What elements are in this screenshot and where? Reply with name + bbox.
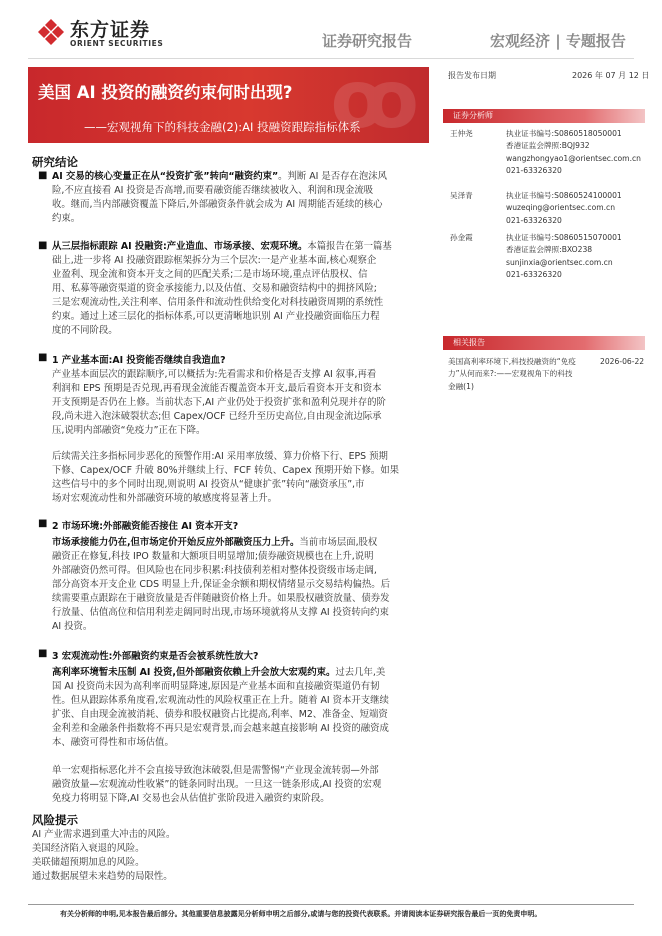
header-divider bbox=[28, 58, 634, 59]
risk-item: AI 产业需求遇到重大冲击的风险。 bbox=[32, 829, 176, 840]
analyst-details: 执业证书编号:S0860515070001 香港证监会牌照:BXO238 sunjinxia@orientsec.com.cn 021-63326320 bbox=[506, 233, 622, 280]
report-subtitle: ——宏观视角下的科技金融(2):AI 投融资跟踪指标体系 bbox=[84, 120, 361, 134]
section-heading-risk: 风险提示 bbox=[32, 813, 78, 827]
report-type: 宏观经济 | 专题报告 bbox=[490, 32, 626, 50]
brand-name-english: ORIENT SECURITIES bbox=[70, 39, 164, 48]
bullet-icon: ■ bbox=[38, 170, 48, 181]
analyst-details: 执业证书编号:S0860524100001 wuzeqing@orientsec.com.cn 021-63326320 bbox=[506, 191, 622, 225]
analysts-header bbox=[443, 109, 645, 123]
subsection-heading-3: 3 宏观流动性:外部融资约束是否会被系统性放大? bbox=[52, 651, 259, 662]
analyst-email-link[interactable]: wangzhongyao1@orientsec.com.cn bbox=[506, 153, 641, 163]
paragraph-2: 从三层指标跟踪 AI 投融资:产业造血、市场承接、宏观环境。本篇报告在第一篇基 bbox=[52, 241, 392, 252]
analyst-email-link[interactable]: sunjinxia@orientsec.com.cn bbox=[506, 257, 613, 267]
company-logo-icon bbox=[38, 19, 64, 45]
subsection-3-paragraph-2: 单一宏观指标恶化并不会直接导致泡沫破裂,但是需警惕“产业现金流转弱—外部 融资放量—宏观流动性收紧”的链条同时出现。一旦这一链条形成,AI 投资的宏观 免疫力将明显下降,AI 交易也会从估值扩张阶段进入融资约束阶段。 bbox=[52, 765, 382, 805]
subsection-3-lead: 高利率环境暂未压制 AI 投资,但外部融资依赖上升会放大宏观约束。过去几年,美 bbox=[52, 667, 386, 678]
disclaimer-footer: 有关分析师的申明,见本报告最后部分。其他重要信息披露见分析师申明之后部分,或请与您的投资代表联系。并请阅读本证券研究报告最后一页的免责申明。 bbox=[60, 910, 542, 918]
subsection-2-body: 融资正在修复,科技 IPO 数量和大额项目明显增加;债券融资规模也在上升,说明 外部融资仍然可得。但风险也在同步积累:科技债利差相对整体投资级市场走阔, 部分高资本开支企业 CDS 明显上升,保证金余额和期权情绪显示交易结构偏热。后 续需要重点跟踪在于融资放量是否伴随融资价格上升。如果股权融资放量、债券发 行放量、估值高位和信用利差走阔同时出现,市场环境就将从支撑 AI 投资转向约束 AI 投资。 bbox=[52, 551, 391, 633]
section-heading-conclusion: 研究结论 bbox=[32, 155, 78, 169]
bullet-icon: ■ bbox=[38, 648, 48, 659]
related-report-date: 2026-06-22 bbox=[600, 357, 645, 366]
risk-item: 通过数据展望未来趋势的局限性。 bbox=[32, 871, 173, 882]
analyst-name: 孙金霞 bbox=[450, 233, 473, 242]
paragraph-2-lead: 从三层指标跟踪 AI 投融资:产业造血、市场承接、宏观环境。 bbox=[52, 241, 308, 252]
subsection-heading-1: 1 产业基本面:AI 投资能否继续自我造血? bbox=[52, 355, 226, 366]
brand-name: 东方证券 bbox=[70, 19, 151, 41]
bullet-icon: ■ bbox=[38, 352, 48, 363]
paragraph-2-body: 础上,进一步将 AI 投融资跟踪框架拆分为三个层次:一是产业基本面,核心观察企 业盈利、现金流和资本开支之间的匹配关系;二是市场环境,重点评估股权、信 用、私募等融资渠道的资金承接能力,以及估值、交易和融资结构中的拥挤风险; 三是宏观流动性,关注利率、信用条件和流动性供给变化对科技融资周期的系统性 约束。通过上述三层化的指标体系,可以更清晰地识别 AI 产业投融资面临压力程 度的不同阶段。 bbox=[52, 255, 384, 337]
related-report-link[interactable]: 美国高利率环境下,科技投融资的“免疫 力”从何而来?:——宏观视角下的科技 金融(1) bbox=[448, 357, 576, 391]
subsection-1-paragraph-1: 产业基本面层次的跟踪顺序,可以概括为:先看需求和价格是否支撑 AI 叙事,再看 利润和 EPS 预期是否兑现,再看现金流能否覆盖资本开支,最后看资本开支和资本 开支预期是否仍在上修。当前状态下,AI 产业仍处于投资扩张和盈利兑现并存的阶 段,尚未进入泡沫破裂状态;但 Capex/OCF 已经升至历史高位,自由现金流边际承 压,说明内部融资“免疫力”正在下降。 bbox=[52, 369, 386, 437]
analyst-name: 吴泽青 bbox=[450, 191, 473, 200]
banner-watermark-icon: ꝏ bbox=[330, 67, 419, 143]
risk-item: 美联储超预期加息的风险。 bbox=[32, 857, 145, 868]
paragraph-1: AI 交易的核心变量正在从“投资扩张”转向“融资约束”。判断 AI 是否存在泡沫风 bbox=[52, 171, 388, 182]
report-category: 证券研究报告 bbox=[322, 32, 413, 50]
subsection-2-lead: 市场承接能力仍在,但市场定价开始反应外部融资压力上升。当前市场层面,股权 bbox=[52, 537, 378, 548]
footer-divider bbox=[28, 904, 634, 905]
subsection-3-body: 国 AI 投资尚未因为高利率而明显降速,原因是产业基本面和直接融资渠道仍有韧 性。但从跟踪体系角度看,宏观流动性的风险权重正在上升。随着 AI 资本开支继续 扩张、自由现金流被消耗、债券和股权融资占比提高,利率、M2、准备金、短端资 金利差和金融条件指数将不再只是宏观背景,而会越来越直接影响 AI 投资的融资成 本、融资可得性和市场估值。 bbox=[52, 681, 389, 749]
related-reports-header bbox=[443, 336, 645, 350]
paragraph-1-lead: AI 交易的核心变量正在从“投资扩张”转向“融资约束” bbox=[52, 171, 279, 182]
analysts-title: 证券分析师 bbox=[453, 111, 493, 120]
risk-item: 美国经济陷入衰退的风险。 bbox=[32, 843, 145, 854]
subsection-heading-2: 2 市场环境:外部融资能否接住 AI 资本开支? bbox=[52, 521, 239, 532]
bullet-icon: ■ bbox=[38, 240, 48, 251]
analyst-details: 执业证书编号:S0860518050001 香港证监会牌照:BQJ932 wangzhongyao1@orientsec.com.cn 021-63326320 bbox=[506, 129, 641, 176]
subsection-1-paragraph-2: 后续需关注多指标同步恶化的预警作用:AI 采用率放缓、算力价格下行、EPS 预期 下修、Capex/OCF 升破 80%并继续上行、FCF 转负、Capex 预期开始下修。如果 这些信号中的多个同时出现,则说明 AI 投资从“健康扩张”转向“融资承压”,市 场对宏观流动性和外部融资环境的敏感度将显著上升。 bbox=[52, 451, 399, 505]
risk-list bbox=[32, 828, 175, 884]
publish-date-label: 报告发布日期 bbox=[448, 71, 496, 80]
bullet-icon: ■ bbox=[38, 518, 48, 529]
related-reports-title: 相关报告 bbox=[453, 338, 485, 347]
paragraph-1-body: 险,不应直接看 AI 投资是否高增,而要看融资能否继续被收入、利润和现金流吸 收。继而,当内部融资覆盖下降后,外部融资条件就会成为 AI 周期能否延续的核心 约束。 bbox=[52, 185, 383, 225]
analyst-email-link[interactable]: wuzeqing@orientsec.com.cn bbox=[506, 203, 616, 213]
analyst-name: 王仲尧 bbox=[450, 129, 473, 138]
report-title: 美国 AI 投资的融资约束何时出现? bbox=[38, 83, 293, 102]
publish-date-value: 2026 年 07 月 12 日 bbox=[572, 71, 650, 80]
